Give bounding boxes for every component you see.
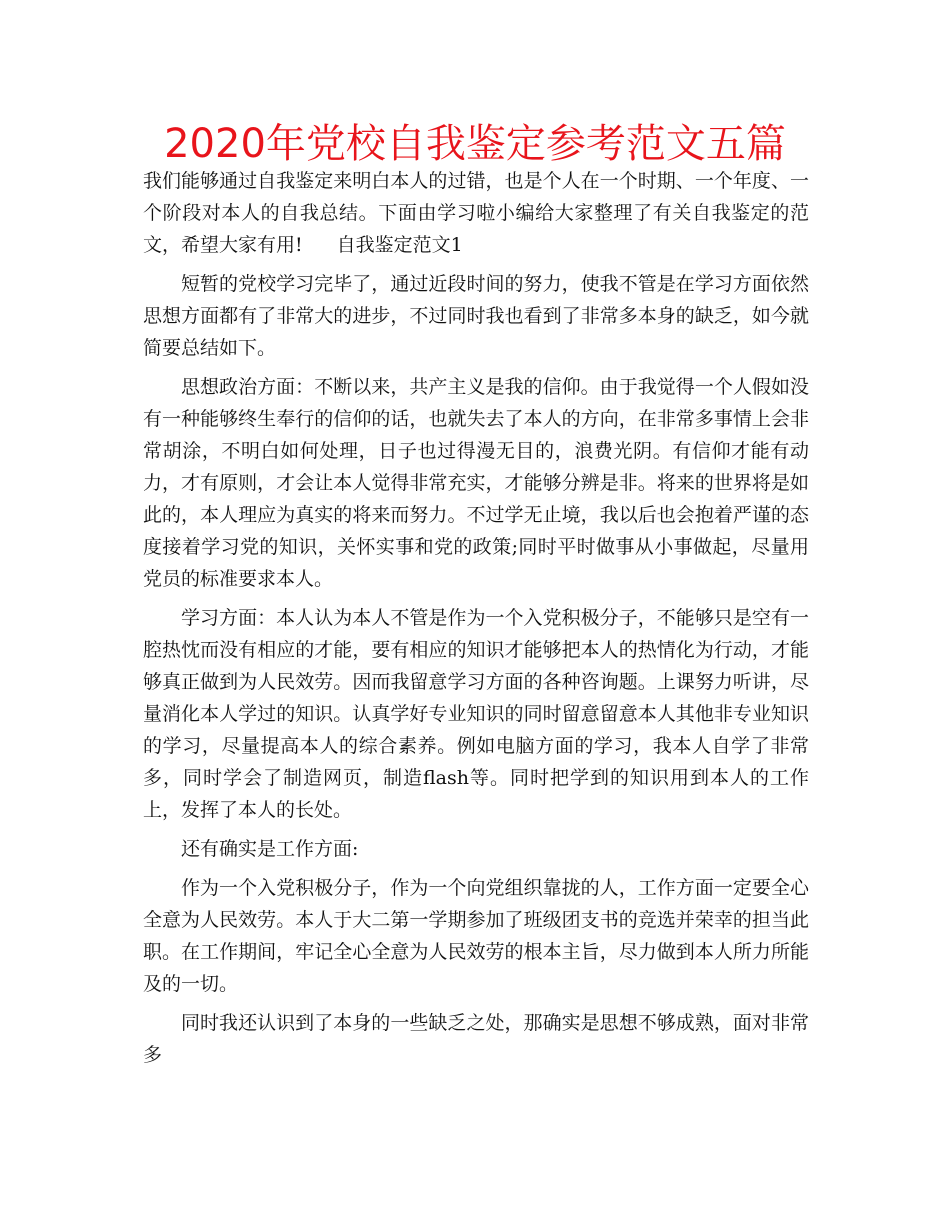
body-paragraph-4: 还有确实是工作方面:: [181, 838, 359, 860]
section-heading: 自我鉴定范文1: [336, 234, 463, 256]
intro-paragraph: [143, 165, 809, 261]
body-paragraph-6: 同时我还认识到了本身的一些缺乏之处，那确实是思想不够成熟，面对非常多: [143, 1012, 809, 1066]
body-paragraph-5: 作为一个入党积极分子，作为一个向党组织靠拢的人，工作方面一定要全心全意为人民效劳。本人于大二第一学期参加了班级团支书的竞选并荣幸的担当此职。在工作期间，牢记全心全意为人民效劳的根本主旨，尽力做到本人所力所能及的一切。: [143, 877, 809, 995]
document-title: 2020年党校自我鉴定参考范文五篇: [164, 121, 786, 167]
document-body: [143, 165, 809, 1078]
body-paragraph-3: 学习方面：本人认为本人不管是作为一个入党积极分子，不能够只是空有一腔热忱而没有相应的才能，要有相应的知识才能够把本人的热情化为行动，才能够真正做到为人民效劳。因而我留意学习方面的各种咨询题。上课努力听讲，尽量消化本人学过的知识。认真学好专业知识的同时留意留意本人其他非专业知识的学习，尽量提高本人的综合素养。例如电脑方面的学习，我本人自学了非常多，同时学会了制造网页，制造flash等。同时把学到的知识用到本人的工作上，发挥了本人的长处。: [143, 607, 809, 821]
body-paragraph-2: 思想政治方面：不断以来，共产主义是我的信仰。由于我觉得一个人假如没有一种能够终生奉行的信仰的话，也就失去了本人的方向，在非常多事情上会非常胡涂，不明白如何处理，日子也过得漫无目的，浪费光阴。有信仰才能有动力，才有原则，才会让本人觉得非常充实，才能够分辨是非。将来的世界将是如此的，本人理应为真实的将来而努力。不过学无止境，我以后也会抱着严谨的态度接着学习党的知识，关怀实事和党的政策;同时平时做事从小事做起，尽量用党员的标准要求本人。: [143, 376, 809, 590]
intro-text: 我们能够通过自我鉴定来明白本人的过错，也是个人在一个时期、一个年度、一个阶段对本人的自我总结。下面由学习啦小编给大家整理了有关自我鉴定的范文，希望大家有用!: [143, 170, 809, 256]
body-paragraph-1: 短暂的党校学习完毕了，通过近段时间的努力，使我不管是在学习方面依然思想方面都有了非常大的进步，不过同时我也看到了非常多本身的缺乏，如今就简要总结如下。: [143, 273, 809, 359]
